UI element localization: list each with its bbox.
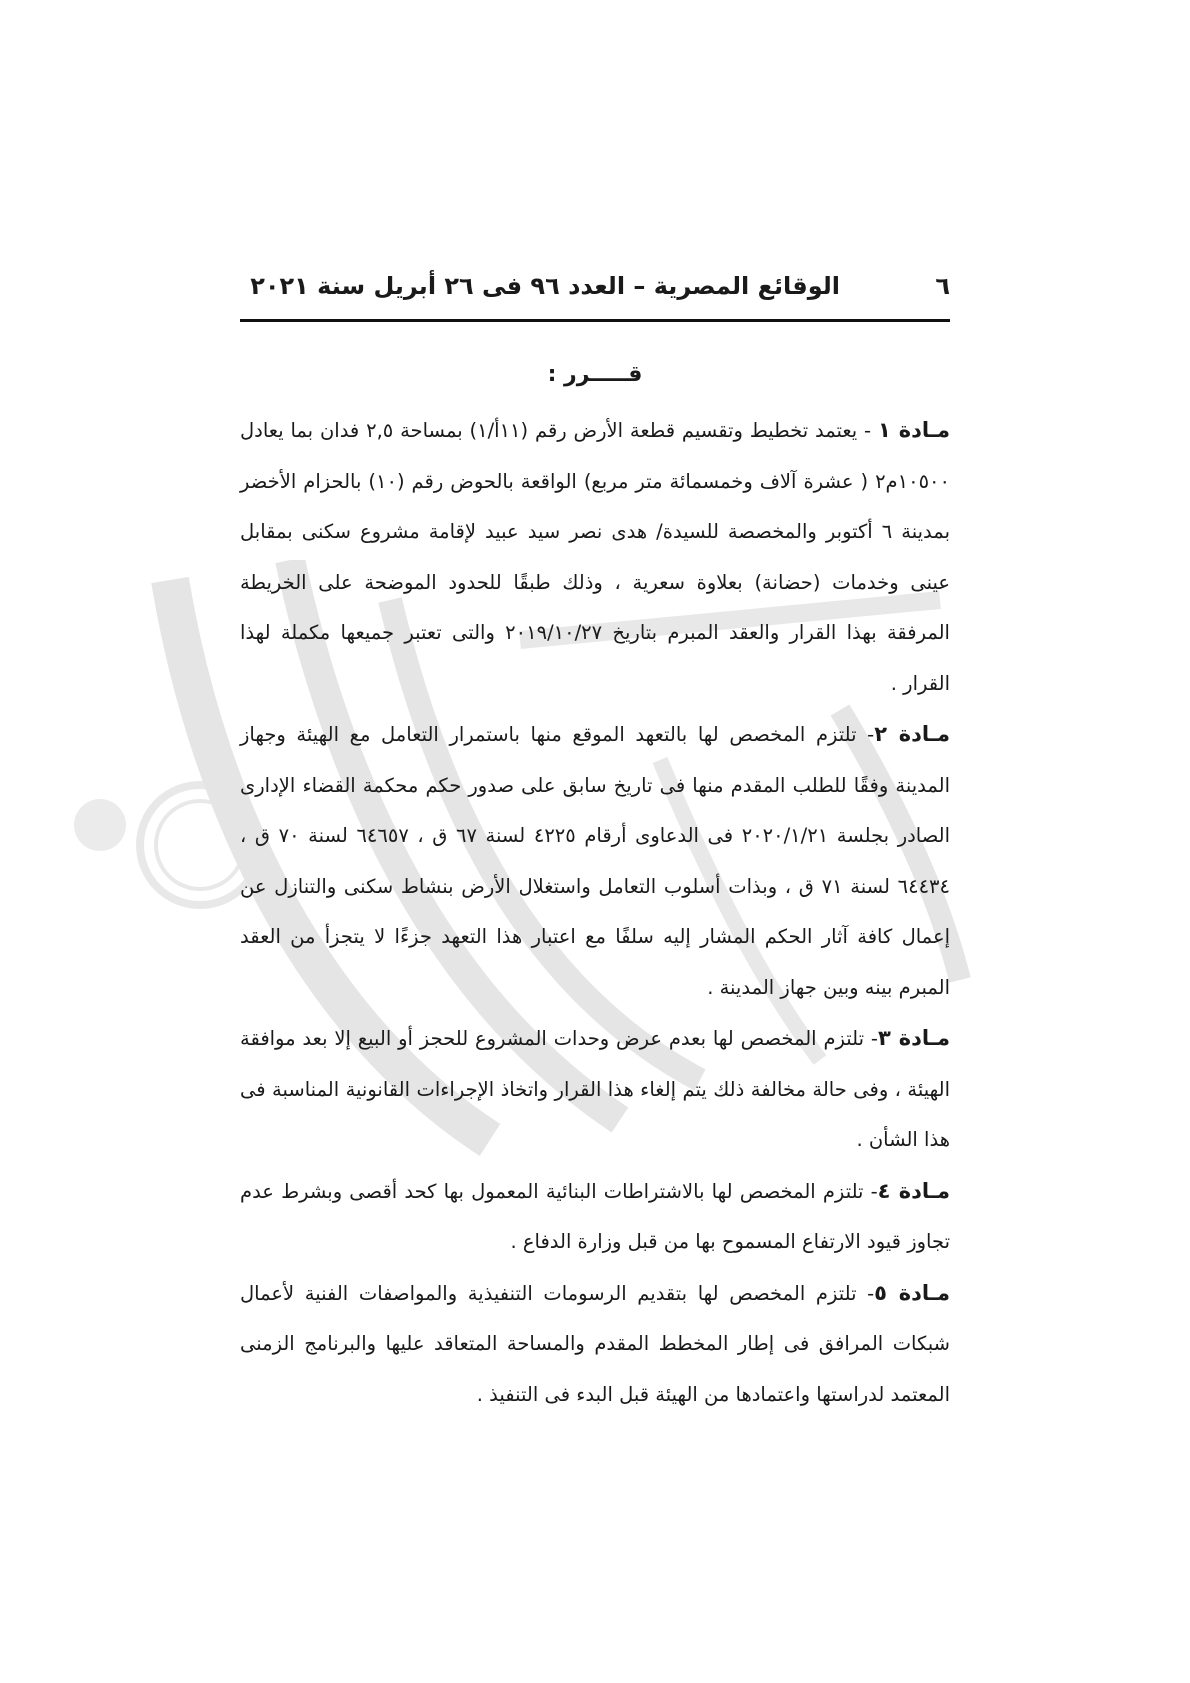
- header-divider: [240, 319, 950, 322]
- article-1: [240, 405, 950, 709]
- article-label: مـادة ٥: [874, 1280, 950, 1305]
- article-2: [240, 709, 950, 1013]
- article-5: [240, 1268, 950, 1421]
- article-text: - تلتزم المخصص لها بتقديم الرسومات التنفيذية والمواصفات الفنية لأعمال شبكات المرافق فى إطار المخطط المقدم والمساحة المتعاقد عليها والبرنامج الزمنى المعتمد لدراستها واعتمادها من الهيئة قبل البدء فى التنفيذ .: [240, 1281, 950, 1406]
- decision-heading: قـــــرر :: [547, 362, 643, 387]
- article-label: مـادة ١: [877, 418, 950, 442]
- page-header: [240, 270, 950, 320]
- article-label: مـادة ٤: [877, 1178, 950, 1203]
- article-4: [240, 1166, 950, 1268]
- article-3: [240, 1013, 950, 1166]
- article-label: مـادة ٣: [877, 1026, 950, 1050]
- article-text: - تلتزم المخصص لها بعدم عرض وحدات المشروع للحجز أو البيع إلا بعد موافقة الهيئة ، وفى حالة مخالفة ذلك يتم إلغاء هذا القرار واتخاذ الإجراءات القانونية المناسبة فى هذا الشأن .: [240, 1027, 950, 1151]
- article-label: مـادة ٢: [874, 722, 950, 746]
- gazette-title: الوقائع المصرية – العدد ٩٦ فى ٢٦ أبريل سنة ٢٠٢١: [250, 272, 840, 300]
- article-text: - يعتمد تخطيط وتقسيم قطعة الأرض رقم (١١أ/١) بمساحة ٢,٥ فدان بما يعادل ١٠٥٠٠م٢ ( عشرة آلاف وخمسمائة متر مربع) الواقعة بالحوض رقم (١٠) بالحزام الأخضر بمدينة ٦ أكتوبر والمخصصة للسيدة/ هدى نصر سيد عبيد لإقامة مشروع سكنى بمقابل عينى وخدمات (حضانة) بعلاوة سعرية ، وذلك طبقًا للحدود الموضحة على الخريطة المرفقة بهذا القرار والعقد المبرم بتاريخ ٢٠١٩/١٠/٢٧ والتى تعتبر جميعها مكملة لهذا القرار .: [240, 419, 950, 695]
- page-number: ٦: [935, 272, 950, 300]
- article-text: - تلتزم المخصص لها بالتعهد الموقع منها باستمرار التعامل مع الهيئة وجهاز المدينة وفقًا للطلب المقدم منها فى تاريخ سابق على صدور حكم محكمة القضاء الإدارى الصادر بجلسة ٢٠٢٠/١/٢١ فى الدعاوى أرقام ٤٢٢٥ لسنة ٦٧ ق ، ٦٤٦٥٧ لسنة ٧٠ ق ، ٦٤٤٣٤ لسنة ٧١ ق ، وبذات أسلوب التعامل واستغلال الأرض بنشاط سكنى والتنازل عن إعمال كافة آثار الحكم المشار إليه سلفًا مع اعتبار هذا التعهد جزءًا لا يتجزأ من العقد المبرم بينه وبين جهاز المدينة .: [240, 723, 951, 999]
- article-text: - تلتزم المخصص لها بالاشتراطات البنائية المعمول بها كحد أقصى وبشرط عدم تجاوز قيود الارتفاع المسموح بها من قبل وزارة الدفاع .: [240, 1179, 950, 1253]
- document-body: [240, 405, 950, 1420]
